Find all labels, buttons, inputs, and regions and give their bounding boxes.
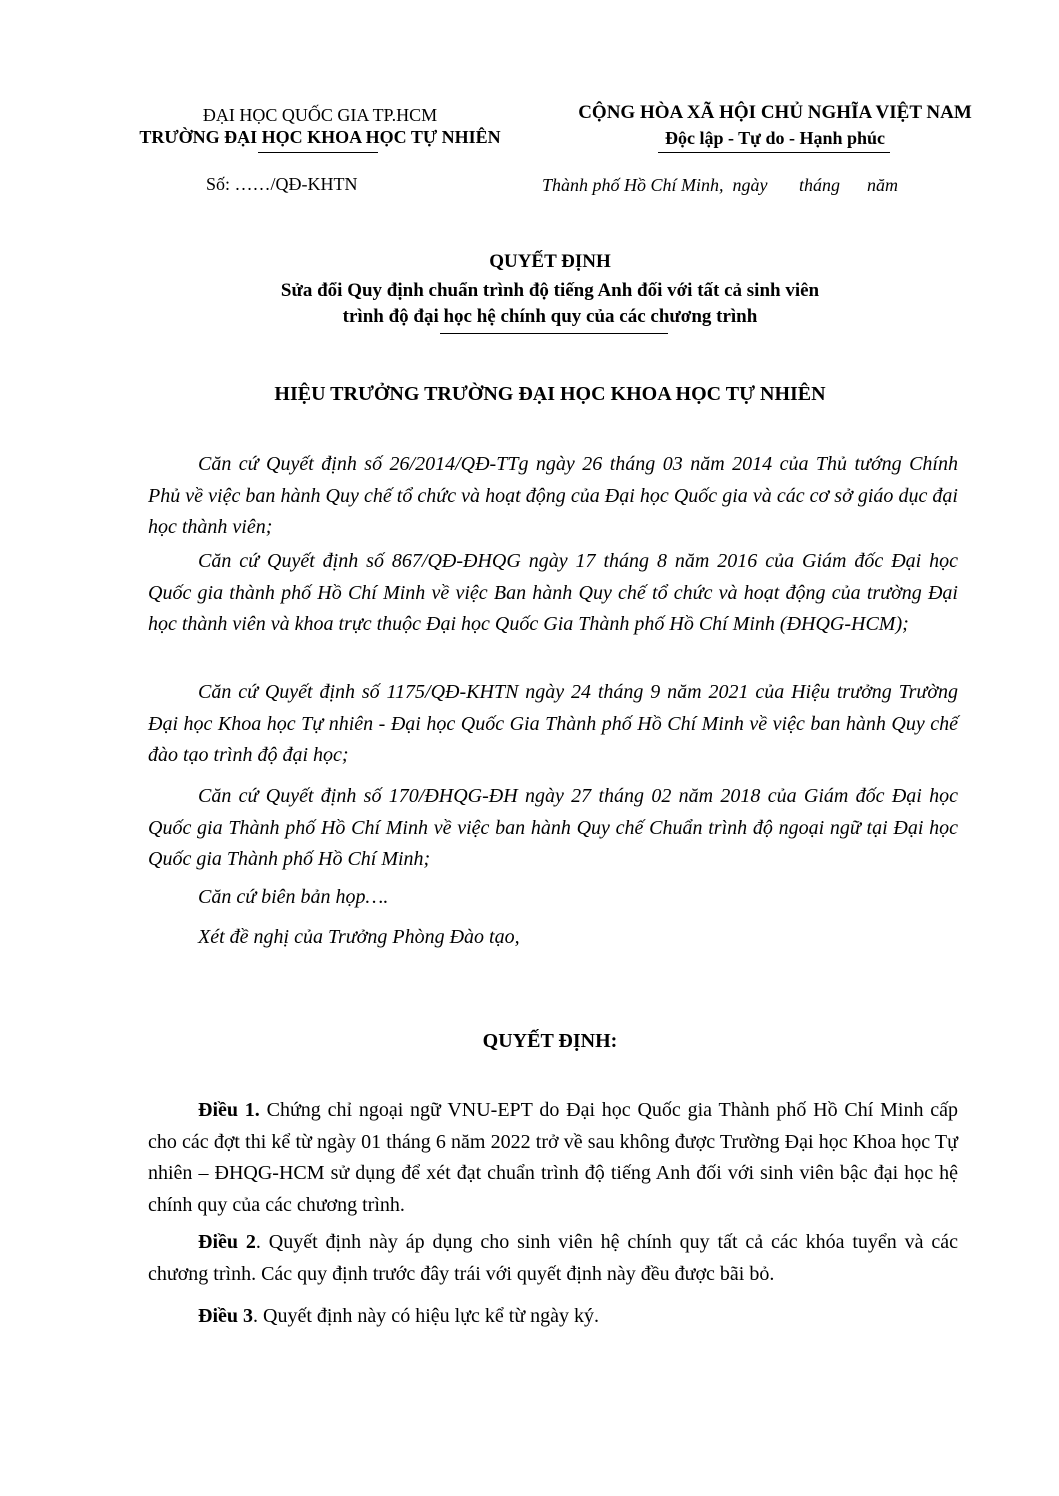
decision-subject-line2: trình độ đại học hệ chính quy của các chương trình	[342, 306, 758, 327]
decision-subject-line1: Sửa đổi Quy định chuẩn trình độ tiếng Anh đối với tất cả sinh viên	[280, 280, 820, 301]
article-2-text: . Quyết định này áp dụng cho sinh viên hệ chính quy tất cả các khóa tuyển và các chương trình. Các quy định trước đây trái với quyết định này đều được bãi bỏ.	[148, 1231, 959, 1285]
article-1-text: Chứng chỉ ngoại ngữ VNU-EPT do Đại học Quốc gia Thành phố Hồ Chí Minh cấp cho các đợt thi kể từ ngày 01 tháng 6 năm 2022 trở về sau không được Trường Đại học Khoa học Tự nhiên – ĐHQG-HCM sử dụng để xét đạt chuẩn trình độ tiếng Anh đối với sinh viên bậc đại học hệ chính quy của các chương trình.	[148, 1099, 959, 1216]
preamble-basis-1: Căn cứ Quyết định số 26/2014/QĐ-TTg ngày 26 tháng 03 năm 2014 của Thủ tướng Chính Phủ về việc ban hành Quy chế tổ chức và hoạt động của Đại học Quốc gia và các cơ sở giáo dục đại học thành viên;	[148, 453, 958, 538]
preamble-basis-3: Căn cứ Quyết định số 1175/QĐ-KHTN ngày 24 tháng 9 năm 2021 của Hiệu trưởng Trường Đại học Khoa học Tự nhiên - Đại học Quốc Gia Thành phố Hồ Chí Minh về việc ban hành Quy chế đào tạo trình độ đại học;	[148, 681, 958, 766]
issuing-authority: HIỆU TRƯỞNG TRƯỜNG ĐẠI HỌC KHOA HỌC TỰ NHIÊN	[274, 383, 826, 405]
article-3-text: . Quyết định này có hiệu lực kể từ ngày ký.	[253, 1305, 600, 1327]
article-2	[148, 1227, 958, 1290]
article-2-label: Điều 2	[198, 1231, 256, 1253]
preamble-proposal: Xét đề nghị của Trưởng Phòng Đào tạo,	[198, 926, 520, 948]
article-3	[148, 1301, 958, 1333]
national-title: CỘNG HÒA XÃ HỘI CHỦ NGHĨA VIỆT NAM	[578, 102, 972, 123]
header-right-rule	[658, 152, 890, 153]
title-rule	[440, 333, 668, 334]
decision-heading: QUYẾT ĐỊNH:	[482, 1030, 618, 1052]
decision-title: QUYẾT ĐỊNH	[489, 251, 611, 272]
header-left-rule	[258, 152, 378, 153]
article-1	[148, 1095, 958, 1221]
faculty-name: TRƯỜNG ĐẠI HỌC KHOA HỌC TỰ NHIÊN	[139, 127, 501, 147]
university-name: ĐẠI HỌC QUỐC GIA TP.HCM	[202, 105, 438, 125]
preamble-basis-2: Căn cứ Quyết định số 867/QĐ-ĐHQG ngày 17 tháng 8 năm 2016 của Giám đốc Đại học Quốc gia thành phố Hồ Chí Minh về việc Ban hành Quy chế tổ chức và hoạt động của trường Đại học thành viên và khoa trực thuộc Đại học Quốc Gia Thành phố Hồ Chí Minh (ĐHQG-HCM);	[148, 550, 958, 635]
national-motto: Độc lập - Tự do - Hạnh phúc	[664, 128, 886, 148]
date-line: Thành phố Hồ Chí Minh, ngày tháng năm	[542, 175, 899, 195]
document-number: Số: ……/QĐ-KHTN	[206, 174, 358, 194]
article-1-label: Điều 1.	[198, 1099, 260, 1121]
preamble-basis-4: Căn cứ Quyết định số 170/ĐHQG-ĐH ngày 27 tháng 02 năm 2018 của Giám đốc Đại học Quốc gia Thành phố Hồ Chí Minh về việc ban hành Quy chế Chuẩn trình độ ngoại ngữ tại Đại học Quốc gia Thành phố Hồ Chí Minh;	[148, 785, 958, 870]
preamble-basis-5: Căn cứ biên bản họp….	[198, 886, 389, 908]
article-3-label: Điều 3	[198, 1305, 253, 1327]
